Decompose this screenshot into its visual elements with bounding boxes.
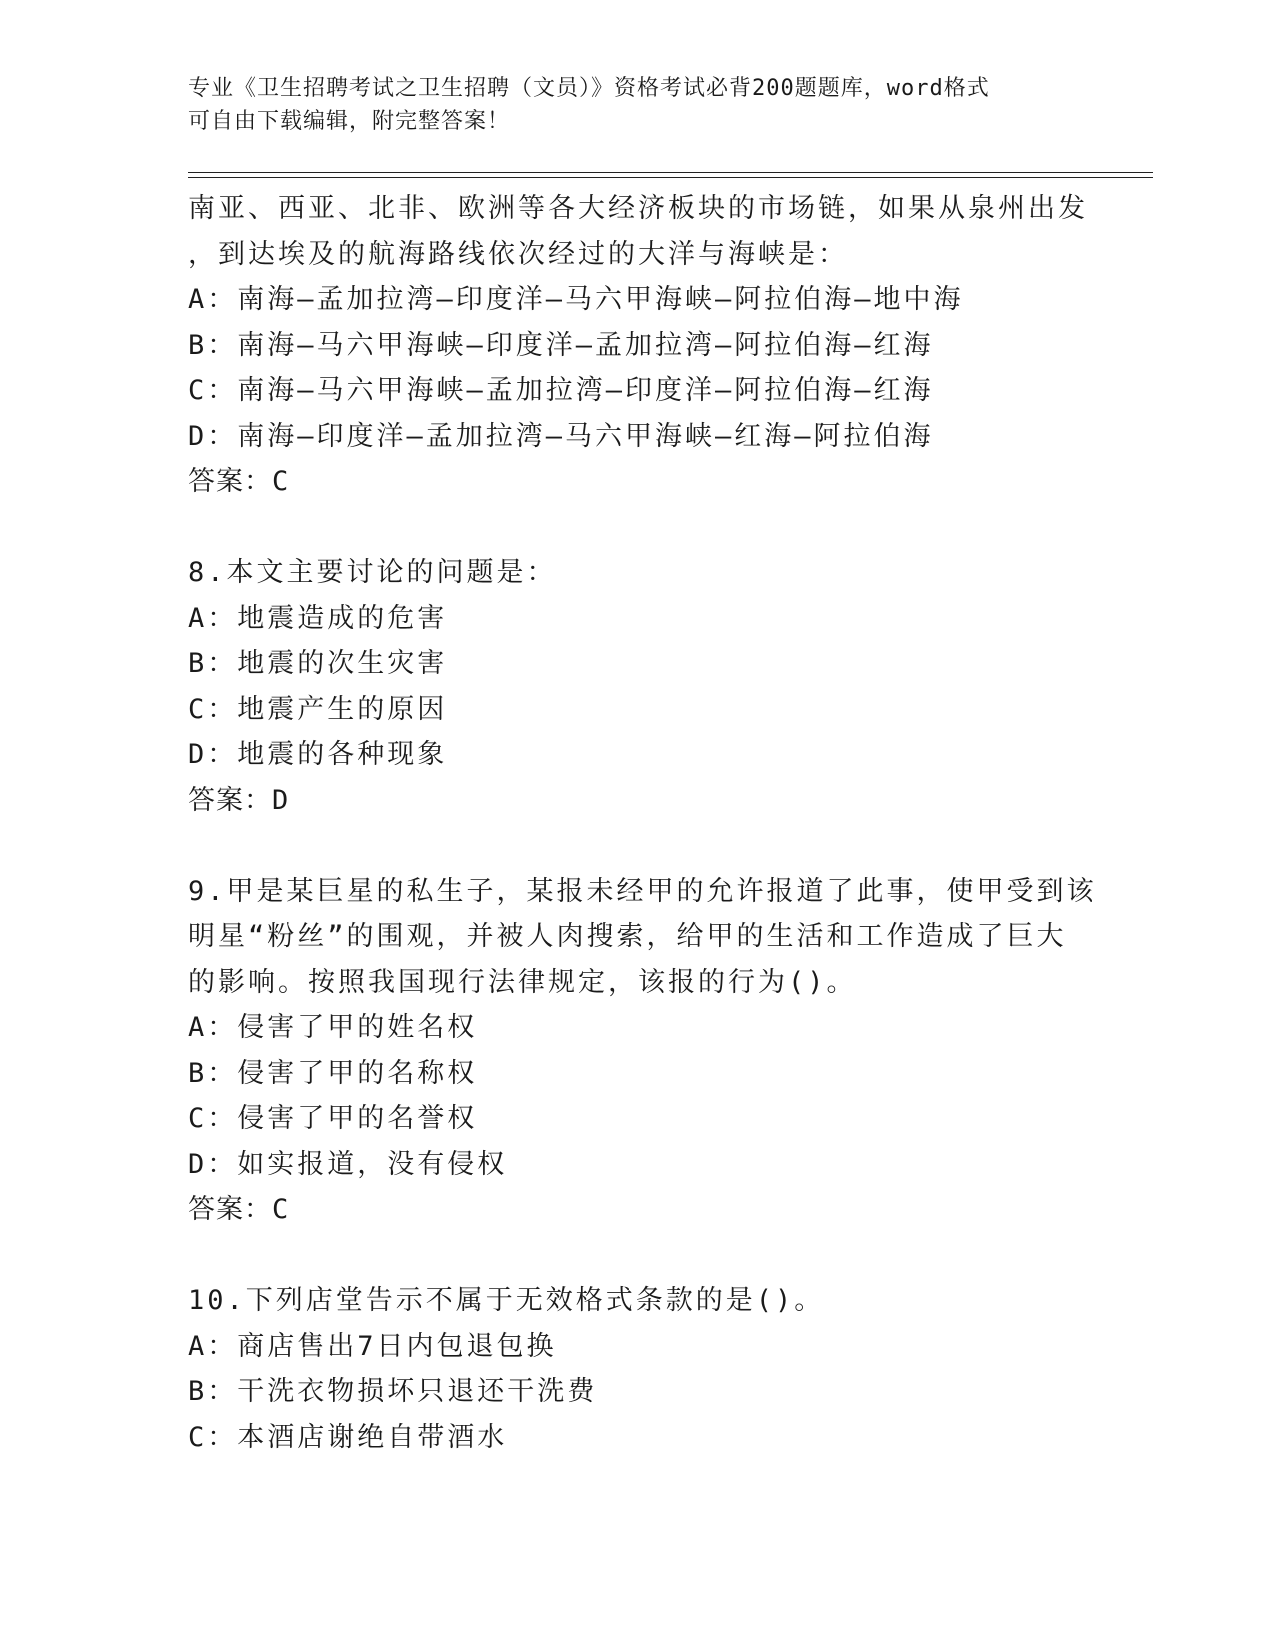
question-stem-line: 明星“粉丝”的围观，并被人肉搜索，给甲的生活和工作造成了巨大 (188, 921, 1067, 952)
question-8 (188, 550, 1088, 823)
question-stem-line: ，到达埃及的航海路线依次经过的大洋与海峡是： (188, 238, 848, 270)
option-c: C：侵害了甲的名誉权 (188, 1103, 478, 1134)
header-line-2: 可自由下载编辑，附完整答案！ (188, 109, 511, 134)
question-stem-line: 的影响。按照我国现行法律规定，该报的行为()。 (188, 966, 857, 998)
answer: 答案：C (188, 1194, 290, 1225)
option-d: D：如实报道，没有侵权 (188, 1148, 508, 1180)
option-c: C：地震产生的原因 (188, 693, 448, 725)
spacer (188, 505, 1088, 551)
option-b: B：地震的次生灾害 (188, 648, 448, 679)
header-rule-bottom (188, 177, 1153, 178)
option-d: D：南海—印度洋—孟加拉湾—马六甲海峡—红海—阿拉伯海 (188, 420, 934, 452)
question-10 (188, 1278, 1088, 1460)
spacer (188, 1233, 1088, 1279)
option-b: B：南海—马六甲海峡—印度洋—孟加拉湾—阿拉伯海—红海 (188, 329, 934, 361)
spacer (188, 823, 1088, 869)
question-stem-line: 10.下列店堂告示不属于无效格式条款的是()。 (188, 1285, 825, 1316)
question-stem-line: 8.本文主要讨论的问题是： (188, 557, 557, 588)
answer: 答案：D (188, 784, 290, 816)
header-line-1: 专业《卫生招聘考试之卫生招聘（文员）》资格考试必背200题题库，word格式 (188, 76, 990, 101)
document-header (188, 72, 1068, 138)
question-7 (188, 186, 1088, 505)
option-c: C：本酒店谢绝自带酒水 (188, 1421, 508, 1453)
option-b: B：干洗衣物损坏只退还干洗费 (188, 1376, 598, 1407)
question-9 (188, 869, 1097, 1233)
option-a: A：地震造成的危害 (188, 602, 448, 634)
question-stem-line: 南亚、西亚、北非、欧洲等各大经济板块的市场链，如果从泉州出发 (188, 193, 1088, 224)
option-c: C：南海—马六甲海峡—孟加拉湾—印度洋—阿拉伯海—红海 (188, 375, 934, 406)
option-a: A：南海—孟加拉湾—印度洋—马六甲海峡—阿拉伯海—地中海 (188, 284, 964, 315)
option-d: D：地震的各种现象 (188, 739, 448, 770)
question-stem-line: 9.甲是某巨星的私生子，某报未经甲的允许报道了此事，使甲受到该 (188, 875, 1097, 907)
question-list (188, 186, 1097, 1460)
option-b: B：侵害了甲的名称权 (188, 1057, 478, 1089)
answer: 答案：C (188, 466, 290, 497)
option-a: A：侵害了甲的姓名权 (188, 1012, 478, 1043)
option-a: A：商店售出7日内包退包换 (188, 1330, 557, 1362)
header-rule-top (188, 172, 1153, 173)
